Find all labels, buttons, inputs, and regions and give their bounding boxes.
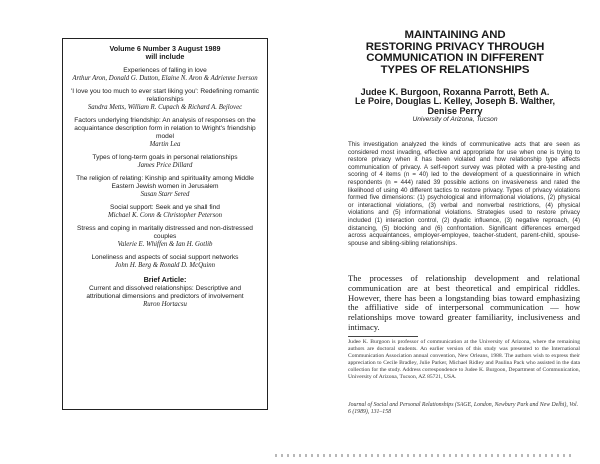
article-abstract: This investigation analyzed the kinds of communicative acts that are seen as considered most invading, effective and appropriate for use when one is trying to restore privacy when it has been violated and how relationship type affects communication of privacy. A self-report survey was piloted with a pre-testing and scoring of 4 items (n = 40) led to the development of a questionnaire in which respondents (n = 444) rated 39 possible actions on invasiveness and rated the likelihood of using 40 different tactics to restore privacy. Types of privacy violations formed five dimensions: (1) psychological and informational violations, (2) physical or interactional violations, (3) verbal and nonverbal restrictions, (4) physical violations and (5) informational violations. Strategies used to restore privacy included (1) interaction control, (2) dyadic influence, (3) negative reproach, (4) distancing, (5) blocking and (6) confrontation. Significant differences emerged across acquaintances, employer-employee, teacher-student, parent-child, spouse-spouse and sibling-sibling relationships. <box>348 141 580 247</box>
entry-title: Experiences of falling in love <box>123 66 207 74</box>
entry-title: Loneliness and aspects of social support networks <box>91 253 239 261</box>
contents-entry <box>71 225 259 249</box>
contents-box <box>62 38 268 410</box>
authors-line: Judee K. Burgoon, Roxanna Parrott, Beth A. <box>360 87 550 97</box>
title-line: RESTORING PRIVACY THROUGH <box>365 40 545 53</box>
entry-authors: Susan Starr Sered <box>140 190 190 198</box>
entry-title: Stress and coping in maritally distressed and non-distressed couples <box>77 224 253 240</box>
entry-authors: Ruron Hortacsu <box>143 300 187 308</box>
contents-entry <box>71 117 259 149</box>
contents-entry <box>71 254 259 270</box>
author-affiliation: University of Arizona, Tucson <box>412 116 498 123</box>
article-title <box>330 30 580 76</box>
issue-volume-line: Volume 6 Number 3 August 1989 <box>109 44 221 53</box>
contents-entry <box>71 204 259 220</box>
issue-include-line: will include <box>145 52 185 62</box>
footnote-rule <box>348 336 418 337</box>
entry-authors: Valerie E. Whiffen & Ian H. Gotlib <box>117 240 213 248</box>
contents-entry <box>71 175 259 199</box>
issue-header <box>71 45 259 62</box>
contents-entry <box>71 67 259 83</box>
scan-edge-artifact <box>275 454 575 457</box>
authors-line: Denise Perry <box>427 105 483 116</box>
title-line: COMMUNICATION IN DIFFERENT <box>366 52 544 65</box>
contents-entry <box>71 154 259 170</box>
authors-line: Le Poire, Douglas L. Kelley, Joseph B. Walther, <box>354 96 556 107</box>
entry-authors: John H. Berg & Ronald D. McQuinn <box>114 261 216 269</box>
entry-title: The religion of relating: Kinship and spirituality among Middle Eastern Jewish women in Jerusalem <box>76 174 254 190</box>
author-footnote: Judee K. Burgoon is professor of communication at the University of Arizona, where the remaining authors are doctoral students. An earlier version of this study was presented to the International Communication Association annual convention, New Orleans, 1988. The authors wish to express their appreciation to Cecile Bradley, Julie Parker, Michael Ridley and Paulina Pack who assisted in the data collection for the study. Address correspondence to Judee K. Burgoon, Department of Communication, University of Arizona, Tucson, AZ 85721, USA. <box>348 339 580 380</box>
contents-entry <box>71 88 259 112</box>
entry-title: 'I love you too much to ever start liking you': Redefining romantic relationships <box>71 87 259 103</box>
entry-title: Current and dissolved relationships: Descriptive and attributional dimensions and predictors of involvement <box>86 284 244 300</box>
journal-citation: Journal of Social and Personal Relationships (SAGE, London, Newbury Park and New Delhi), Vol. 6 (1989), 131–158 <box>348 402 579 415</box>
article-authors <box>330 88 580 116</box>
entry-title: Factors underlying friendship: An analysis of responses on the acquaintance description form in relation to Wright's friendship model <box>74 116 256 140</box>
article-body-paragraph: The processes of relationship development and relational communication are at best theoretical and empirical riddles. However, there has been a longstanding bias toward emphasizing the affiliative side of interpersonal communication — how relationships move toward greater familiarity, inclusiveness and intimacy. <box>348 273 580 332</box>
entry-title: Types of long-term goals in personal relationships <box>92 153 238 161</box>
brief-article-entry <box>71 285 259 309</box>
entry-authors: Sandra Metts, William R. Cupach & Richard A. Bejlovec <box>87 103 243 111</box>
entry-authors: Michael K. Conn & Christopher Peterson <box>107 211 223 219</box>
entry-authors: Martin Lea <box>149 140 181 148</box>
entry-authors: Arthur Aron, Donald G. Dutton, Elaine N. Aron & Adrienne Iverson <box>72 74 258 82</box>
brief-article-heading: Brief Article: <box>143 274 187 284</box>
entry-authors: James Price Dillard <box>137 161 193 169</box>
entry-title: Social support: Seek and ye shall find <box>110 203 220 211</box>
title-line: TYPES OF RELATIONSHIPS <box>380 63 530 76</box>
title-line: MAINTAINING AND <box>404 29 506 41</box>
